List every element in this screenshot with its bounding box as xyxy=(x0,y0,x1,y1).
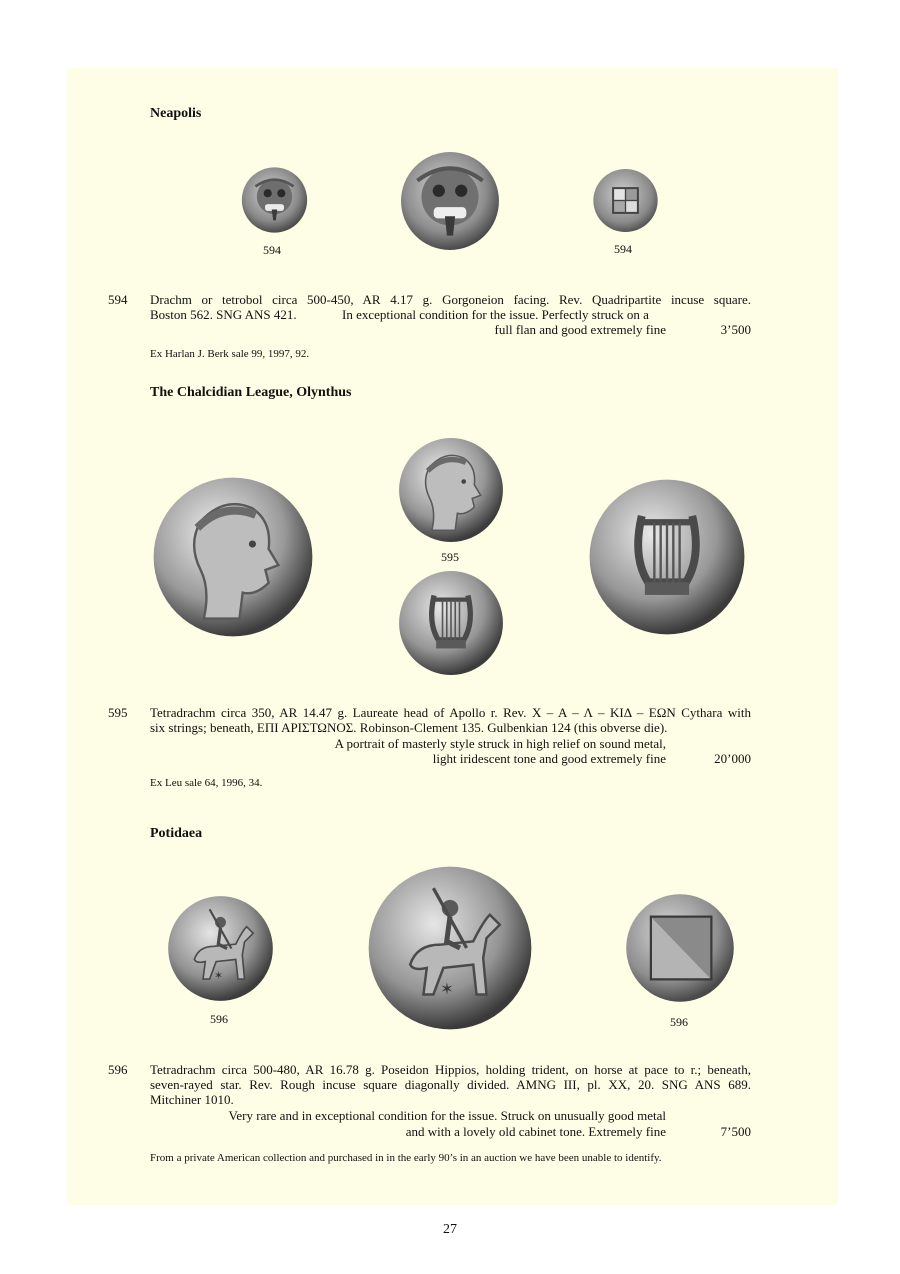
lot-594-line-2b: In exceptional condition for the issue. Perfectly struck on a xyxy=(342,307,649,322)
lot-596-line-4: Very rare and in exceptional condition for the issue. Struck on unusually good metal xyxy=(228,1108,666,1123)
coin-595-reverse-image xyxy=(397,570,505,676)
image-label-595: 595 xyxy=(441,550,459,564)
coin-594-obverse-small-image xyxy=(239,166,310,234)
coin-594-reverse-image xyxy=(590,167,661,234)
lot-595-line-3: A portrait of masterly style struck in high relief on sound metal, xyxy=(334,736,666,751)
svg-text:✶: ✶ xyxy=(213,969,224,983)
lot-594-line-1: Drachm or tetrobol circa 500-450, AR 4.17 g. Gorgoneion facing. Rev. Quadripartite incuse square. xyxy=(150,292,751,307)
lot-595-line-2: six strings; beneath, ΕΠΙ ΑΡΙΣΤΩΝΟΣ. Robinson-Clement 135. Gulbenkian 124 (this obverse die). xyxy=(150,720,668,735)
section-heading-chalcidian-league: The Chalcidian League, Olynthus xyxy=(150,385,352,400)
lot-596-line-5: and with a lovely old cabinet tone. Extremely fine xyxy=(405,1124,666,1139)
section-heading-potidaea: Potidaea xyxy=(150,826,203,841)
lot-594-price: 3’500 xyxy=(720,322,751,337)
coin-594-obverse-large-image xyxy=(397,150,503,252)
image-label-594-right: 594 xyxy=(614,242,632,256)
coin-595-obverse-enlarged-image xyxy=(151,476,315,638)
lot-596-line-1: Tetradrachm circa 500-480, AR 16.78 g. Poseidon Hippios, holding trident, on horse at pace to r.; beneath, xyxy=(150,1062,751,1077)
lot-594-provenance: Ex Harlan J. Berk sale 99, 1997, 92. xyxy=(150,348,310,360)
coin-596-obverse-image xyxy=(163,894,278,1003)
lot-594-line-2a: Boston 562. SNG ANS 421. xyxy=(150,307,297,322)
lot-595-line-4: light iridescent tone and good extremely fine xyxy=(432,751,666,766)
lot-number-595: 595 xyxy=(108,705,128,720)
lot-595-line-1: Tetradrachm circa 350, AR 14.47 g. Laureate head of Apollo r. Rev. Χ – Α – Λ – ΚΙΔ – ΕΩΝ Cythara with xyxy=(150,705,751,720)
lot-594-line-3: full flan and good extremely fine xyxy=(494,322,666,337)
lot-595-price: 20’000 xyxy=(714,751,751,766)
svg-text:✶: ✶ xyxy=(440,979,454,999)
coin-596-reverse-image xyxy=(624,891,736,1005)
lot-595-provenance: Ex Leu sale 64, 1996, 34. xyxy=(150,777,263,789)
lot-number-596: 596 xyxy=(108,1062,128,1077)
lot-596-line-3: Mitchiner 1010. xyxy=(150,1092,234,1107)
coin-595-obverse-image xyxy=(397,437,505,543)
lot-596-price: 7’500 xyxy=(720,1124,751,1139)
coin-596-obverse-enlarged-image xyxy=(365,865,535,1031)
image-label-594-left: 594 xyxy=(263,243,281,257)
image-label-596-right: 596 xyxy=(670,1015,688,1029)
lot-596-line-2: seven-rayed star. Rev. Rough incuse square diagonally divided. AMNG III, pl. XX, 20. SNG ANS 689. xyxy=(150,1077,751,1092)
lot-number-594: 594 xyxy=(108,292,128,307)
page-number: 27 xyxy=(443,1222,457,1237)
section-heading-neapolis: Neapolis xyxy=(150,106,202,121)
coin-595-reverse-enlarged-image xyxy=(586,478,748,636)
image-label-596-left: 596 xyxy=(210,1012,228,1026)
lot-596-provenance: From a private American collection and purchased in in the early 90’s in an auction we have been unable to identify. xyxy=(150,1152,662,1164)
